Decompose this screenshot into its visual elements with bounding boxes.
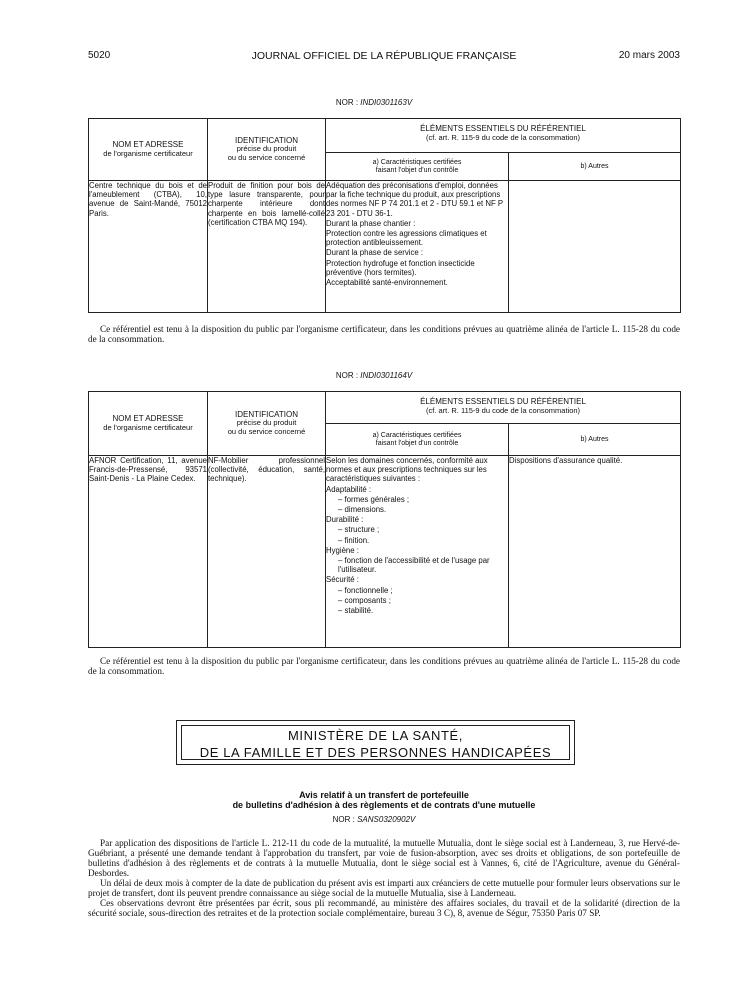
journal-title: JOURNAL OFFICIEL DE LA RÉPUBLIQUE FRANÇAISE — [251, 50, 517, 62]
page-number: 5020 — [88, 50, 111, 61]
caracteristiques-cell: Selon les domaines concernés, conformité aux normes et aux prescriptions techniques sur les caractéristiques suivantes : Adaptabilité : – formes générales ; – dimensions. Durabilité : – structure ; – finition. Hygiène : – fonction de l'accessibilité et de l'usage par l'utilisateur. Sécurité : – fonctionnelle ; – composants ; – stabilité. — [326, 456, 509, 648]
page-header — [88, 50, 680, 64]
header-elements-essentiels: ÉLÉMENTS ESSENTIELS DU RÉFÉRENTIEL (cf. art. R. 115-9 du code de la consommation) — [326, 119, 681, 153]
header-caracteristiques: a) Caractéristiques certifiées faisant l'objet d'un contrôle — [326, 424, 509, 456]
table-note-2: Ce référentiel est tenu à la disposition du public par l'organisme certificateur, dans les conditions prévues au quatrième alinéa de l'article L. 115-28 du code de la consommation. — [88, 656, 680, 676]
identification-cell: Produit de finition pour bois de type lasure transparente, pour charpente intérieure dont charpente en bois lamellé-collé (certification CTBA MQ 194). — [208, 181, 326, 313]
ministry-line-2: DE LA FAMILLE ET DES PERSONNES HANDICAPÉES — [199, 745, 552, 760]
identification-cell: NF-Mobilier professionnel (collectivité, éducation, santé, technique). — [208, 456, 326, 648]
table-row — [89, 181, 681, 313]
table-note-1: Ce référentiel est tenu à la disposition du public par l'organisme certificateur, dans les conditions prévues au quatrième alinéa de l'article L. 115-28 du code de la consommation. — [88, 324, 680, 344]
table-row — [89, 456, 681, 648]
header-caracteristiques: a) Caractéristiques certifiées faisant l'objet d'un contrôle — [326, 153, 509, 181]
header-autres: b) Autres — [509, 153, 681, 181]
organisme-cell: AFNOR Certification, 11, avenue Francis-de-Pressensé, 93571 Saint-Denis - La Plaine Cedex. — [89, 456, 208, 648]
avis-paragraph: Un délai de deux mois à compter de la date de publication du présent avis est imparti aux créanciers de cette mutuelle pour formuler leurs observations sur le projet de transfert, dont ils peuvent prendre connaissance au siège social de la mutuelle Mutualia, sise à Landerneau. — [88, 878, 680, 898]
avis-title: Avis relatif à un transfert de portefeuille de bulletins d'adhésion à des règlements et de contrats d'une mutuelle — [232, 790, 536, 810]
nor-reference-3: NOR : SANS0320902V — [332, 815, 416, 824]
header-identification: IDENTIFICATION précise du produit ou du service concerné — [208, 119, 326, 181]
header-organisme: NOM ET ADRESSE de l'organisme certificateur — [89, 119, 208, 181]
nor-reference-1: NOR : INDI0301163V — [335, 98, 413, 107]
organisme-cell: Centre technique du bois et de l'ameublement (CTBA), 10, avenue de Saint-Mandé, 75012 Paris. — [89, 181, 208, 313]
ministry-line-1: MINISTÈRE DE LA SANTÉ, — [287, 728, 463, 743]
header-organisme: NOM ET ADRESSE de l'organisme certificateur — [89, 392, 208, 456]
publication-date: 20 mars 2003 — [618, 50, 680, 61]
caracteristiques-cell: Adéquation des préconisations d'emploi, données par la fiche technique du produit, aux prescriptions des normes NF P 74 201.1 et 2 - DTU 59.1 et NF P 23 201 - DTU 36-1. Durant la phase chantier : Protection contre les agressions climatiques et protection antibleuissement. Durant la phase de service : Protection hydrofuge et fonction insecticide préventive (hors termites). Acceptabilité santé-environnement. — [326, 181, 509, 313]
avis-body — [88, 838, 680, 918]
referentiel-table-1 — [88, 118, 681, 313]
nor-reference-2: NOR : INDI0301164V — [335, 371, 413, 380]
avis-paragraph: Ces observations devront être présentées par écrit, sous pli recommandé, au ministère des affaires sociales, du travail et de la solidarité (direction de la sécurité sociale, sous-direction des retraites et de la protection sociale complémentaire, bureau 3 C), 8, avenue de Ségur, 75350 Paris 07 SP. — [88, 898, 680, 918]
header-identification: IDENTIFICATION précise du produit ou du service concerné — [208, 392, 326, 456]
header-autres: b) Autres — [509, 424, 681, 456]
avis-paragraph: Par application des dispositions de l'article L. 212-11 du code de la mutualité, la mutuelle Mutualia, dont le siège social est à Landerneau, 3, rue Hervé-de-Guébriant, a présenté une demande tendant à l'approbation du transfert, par voie de fusion-absorption, avec ses droits et obligations, de son portefeuille de bulletins d'adhésion à des règlements et de contrats à la mutuelle Mutualia, dont le siège social est à Vannes, 6, cité de l'Agriculture, avenue du Général-Desbordes. — [88, 838, 680, 878]
autres-cell — [509, 181, 681, 313]
autres-cell: Dispositions d'assurance qualité. — [509, 456, 681, 648]
referentiel-table-2 — [88, 391, 681, 648]
ministry-heading-box — [176, 720, 575, 765]
header-elements-essentiels: ÉLÉMENTS ESSENTIELS DU RÉFÉRENTIEL (cf. art. R. 115-9 du code de la consommation) — [326, 392, 681, 424]
